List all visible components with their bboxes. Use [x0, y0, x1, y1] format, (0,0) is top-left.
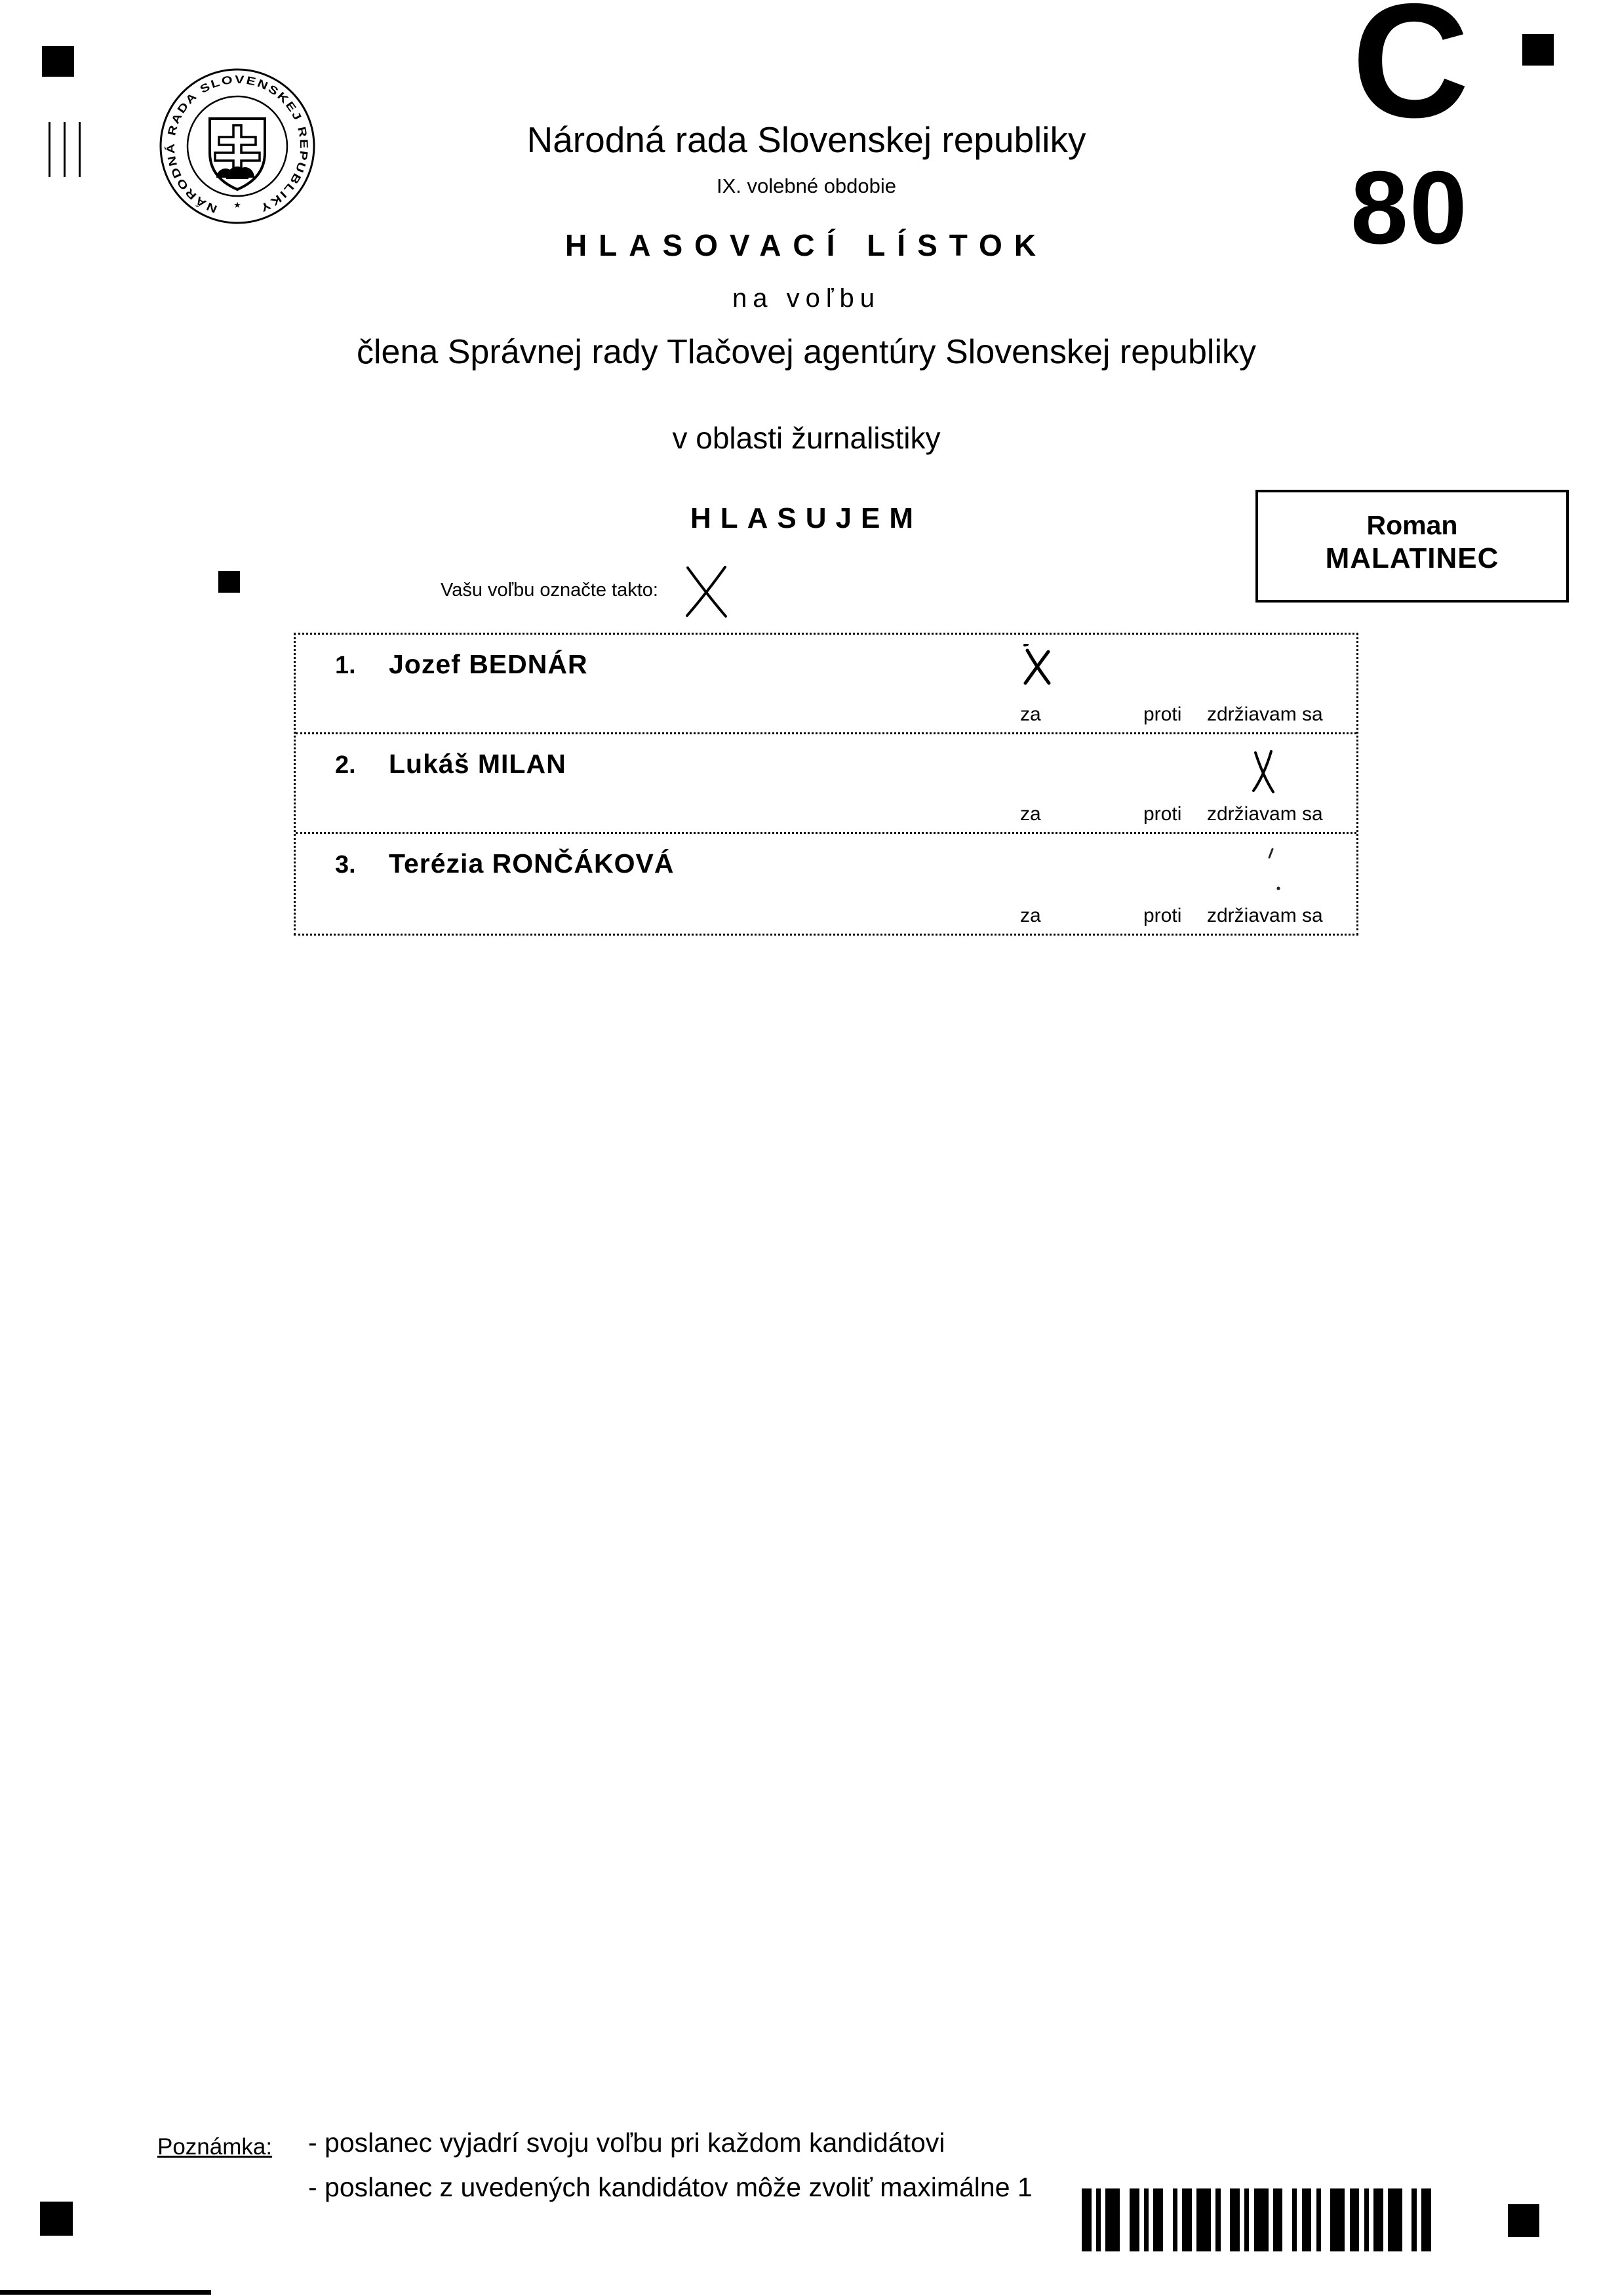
barcode-bar: [1105, 2188, 1120, 2251]
barcode-bar: [1292, 2188, 1297, 2251]
barcode-gap: [1177, 2188, 1182, 2251]
election-term: IX. volebné obdobie: [716, 174, 897, 197]
barcode-gap: [1120, 2188, 1130, 2251]
barcode-bar: [1173, 2188, 1177, 2251]
crop-mark-bottom-left: [40, 2202, 73, 2236]
vote-x-mark-icon: [1022, 644, 1052, 686]
barcode-bar: [1082, 2188, 1092, 2251]
org-title: Národná rada Slovenskej republiky: [526, 119, 1086, 160]
barcode-bar: [1096, 2188, 1101, 2251]
barcode-bar: [1373, 2188, 1383, 2251]
option-proti: proti: [1143, 703, 1182, 725]
barcode-gap: [1092, 2188, 1096, 2251]
registration-line-2: [64, 122, 66, 177]
option-zdrziavam-sa: zdržiavam sa: [1207, 803, 1323, 825]
ballot-series-letter: C: [1352, 0, 1470, 151]
barcode-gap: [1417, 2188, 1421, 2251]
barcode-gap: [1139, 2188, 1144, 2251]
election-subject: člena Správnej rady Tlačovej agentúry Slovenskej republiky: [356, 333, 1256, 371]
barcode-bar: [1316, 2188, 1321, 2251]
barcode-bar: [1350, 2188, 1360, 2251]
barcode-gap: [1431, 2188, 1436, 2251]
option-za: za: [1020, 905, 1041, 926]
barcode-gap: [1240, 2188, 1244, 2251]
crop-mark-top-left: [42, 46, 74, 77]
barcode-bar: [1254, 2188, 1269, 2251]
barcode-gap: [1402, 2188, 1412, 2251]
barcode-bar: [1244, 2188, 1249, 2251]
candidates-table: [294, 633, 1358, 936]
candidate-row-1: [296, 635, 1356, 734]
barcode-gap: [1192, 2188, 1196, 2251]
barcode-bar: [1144, 2188, 1149, 2251]
barcode-gap: [1211, 2188, 1215, 2251]
candidate-name: Jozef BEDNÁR: [389, 649, 588, 679]
voter-name-box: [1255, 490, 1569, 603]
barcode-gap: [1149, 2188, 1153, 2251]
registration-line-3: [79, 122, 81, 177]
barcode-bar: [1388, 2188, 1402, 2251]
ballot-title: HLASOVACÍ LÍSTOK: [564, 228, 1048, 262]
barcode-gap: [1249, 2188, 1253, 2251]
crop-mark-top-right: [1522, 34, 1554, 66]
candidate-name: Lukáš MILAN: [389, 749, 566, 779]
election-field: v oblasti žurnalistiky: [672, 421, 941, 455]
barcode-bar: [1411, 2188, 1416, 2251]
barcode-image: [1082, 2188, 1436, 2251]
note-line-1: - poslanec vyjadrí svoju voľbu pri každom kandidátovi: [308, 2128, 945, 2158]
seal-star-icon: ★: [233, 200, 241, 210]
barcode-gap: [1101, 2188, 1105, 2251]
note-line-2: - poslanec z uvedených kandidátov môže zvoliť maximálne 1: [308, 2172, 1033, 2202]
barcode-bar: [1230, 2188, 1240, 2251]
vote-heading: HLASUJEM: [690, 502, 923, 534]
barcode-gap: [1221, 2188, 1231, 2251]
barcode-bar: [1153, 2188, 1163, 2251]
barcode-bar: [1130, 2188, 1139, 2251]
registration-line-1: [49, 122, 50, 177]
barcode-bar: [1196, 2188, 1211, 2251]
barcode-bar: [1302, 2188, 1312, 2251]
barcode-gap: [1311, 2188, 1316, 2251]
candidate-number: 3.: [335, 851, 356, 879]
voter-last-name: MALATINEC: [1325, 542, 1499, 575]
barcode-bar: [1330, 2188, 1345, 2251]
crop-mark-bottom-right: [1508, 2204, 1539, 2237]
barcode-bar: [1273, 2188, 1283, 2251]
barcode-gap: [1369, 2188, 1373, 2251]
note-label: Poznámka:: [157, 2134, 273, 2160]
barcode-gap: [1383, 2188, 1388, 2251]
candidate-number: 2.: [335, 751, 356, 779]
candidate-row-2: [296, 734, 1356, 834]
barcode-gap: [1297, 2188, 1301, 2251]
candidate-number: 1.: [335, 652, 356, 679]
scan-edge-artifact: [0, 2290, 211, 2295]
barcode-gap: [1163, 2188, 1173, 2251]
option-za: za: [1020, 703, 1041, 725]
barcode-gap: [1345, 2188, 1349, 2251]
barcode-bar: [1215, 2188, 1220, 2251]
voter-first-name: Roman: [1366, 510, 1458, 540]
vote-x-mark-icon: [1250, 749, 1276, 795]
candidate-name: Terézia RONČÁKOVÁ: [389, 848, 675, 879]
barcode-bar: [1364, 2188, 1369, 2251]
option-zdrziavam-sa: zdržiavam sa: [1207, 905, 1323, 926]
barcode-bar: [1421, 2188, 1431, 2251]
barcode-gap: [1269, 2188, 1273, 2251]
barcode-bar: [1182, 2188, 1192, 2251]
option-zdrziavam-sa: zdržiavam sa: [1207, 703, 1323, 725]
sample-x-icon: [683, 561, 730, 622]
ballot-number: 80: [1351, 150, 1469, 266]
barcode-gap: [1321, 2188, 1331, 2251]
barcode-gap: [1359, 2188, 1364, 2251]
crop-mark-mid-left: [218, 571, 240, 593]
mark-instruction: Vašu voľbu označte takto:: [441, 580, 658, 601]
seal-ring-text: NÁRODNÁ RADA SLOVENSKEJ REPUBLIKY: [164, 73, 311, 216]
option-proti: proti: [1143, 803, 1182, 825]
option-proti: proti: [1143, 905, 1182, 926]
ballot-subtitle: na voľbu: [732, 284, 880, 313]
faint-dot-icon: [1275, 885, 1282, 892]
option-za: za: [1020, 803, 1041, 825]
candidate-row-3: [296, 834, 1356, 934]
faint-mark-icon: [1266, 847, 1275, 860]
barcode-gap: [1282, 2188, 1292, 2251]
